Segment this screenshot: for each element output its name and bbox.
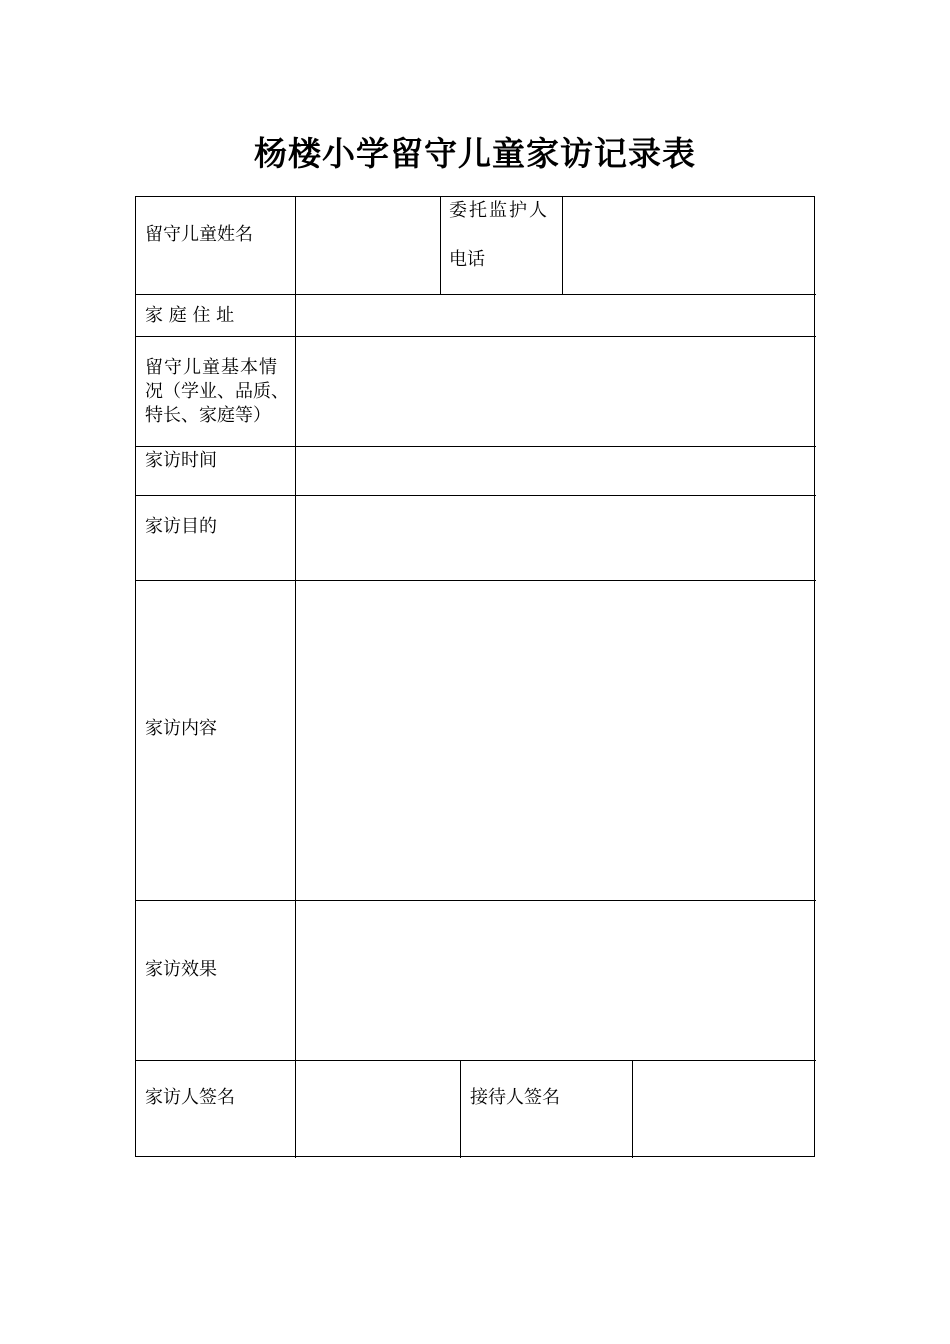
basic-info-label-line3: 特长、家庭等） bbox=[145, 405, 271, 426]
form-title: 杨楼小学留守儿童家访记录表 bbox=[254, 134, 696, 173]
visitor-signature-field[interactable] bbox=[296, 1061, 460, 1158]
visit-purpose-field[interactable] bbox=[296, 496, 816, 580]
home-visit-form bbox=[135, 196, 815, 1157]
basic-info-field[interactable] bbox=[296, 337, 816, 446]
visit-time-field[interactable] bbox=[296, 447, 816, 495]
child-name-field[interactable] bbox=[296, 197, 440, 294]
guardian-phone-field[interactable] bbox=[563, 197, 816, 294]
basic-info-label-line1: 留守儿童基本情 bbox=[145, 357, 278, 378]
visit-time-label: 家访时间 bbox=[145, 450, 217, 471]
child-name-label: 留守儿童姓名 bbox=[145, 224, 253, 245]
receiver-signature-field[interactable] bbox=[633, 1061, 816, 1158]
visit-effect-field[interactable] bbox=[296, 901, 816, 1060]
visit-content-label: 家访内容 bbox=[145, 718, 217, 739]
receiver-signature-label: 接待人签名 bbox=[470, 1087, 560, 1108]
visit-content-field[interactable] bbox=[296, 581, 816, 900]
column-divider bbox=[460, 1060, 461, 1158]
address-label: 家 庭 住 址 bbox=[145, 305, 235, 326]
guardian-phone-label-line2: 电话 bbox=[449, 249, 485, 270]
visitor-signature-label: 家访人签名 bbox=[145, 1087, 235, 1108]
basic-info-label-line2: 况（学业、品质、 bbox=[145, 381, 289, 402]
visit-purpose-label: 家访目的 bbox=[145, 516, 217, 537]
visit-effect-label: 家访效果 bbox=[145, 959, 217, 980]
address-field[interactable] bbox=[296, 295, 816, 336]
column-divider bbox=[440, 197, 441, 294]
guardian-phone-label-line1: 委托监护人 bbox=[449, 200, 549, 221]
